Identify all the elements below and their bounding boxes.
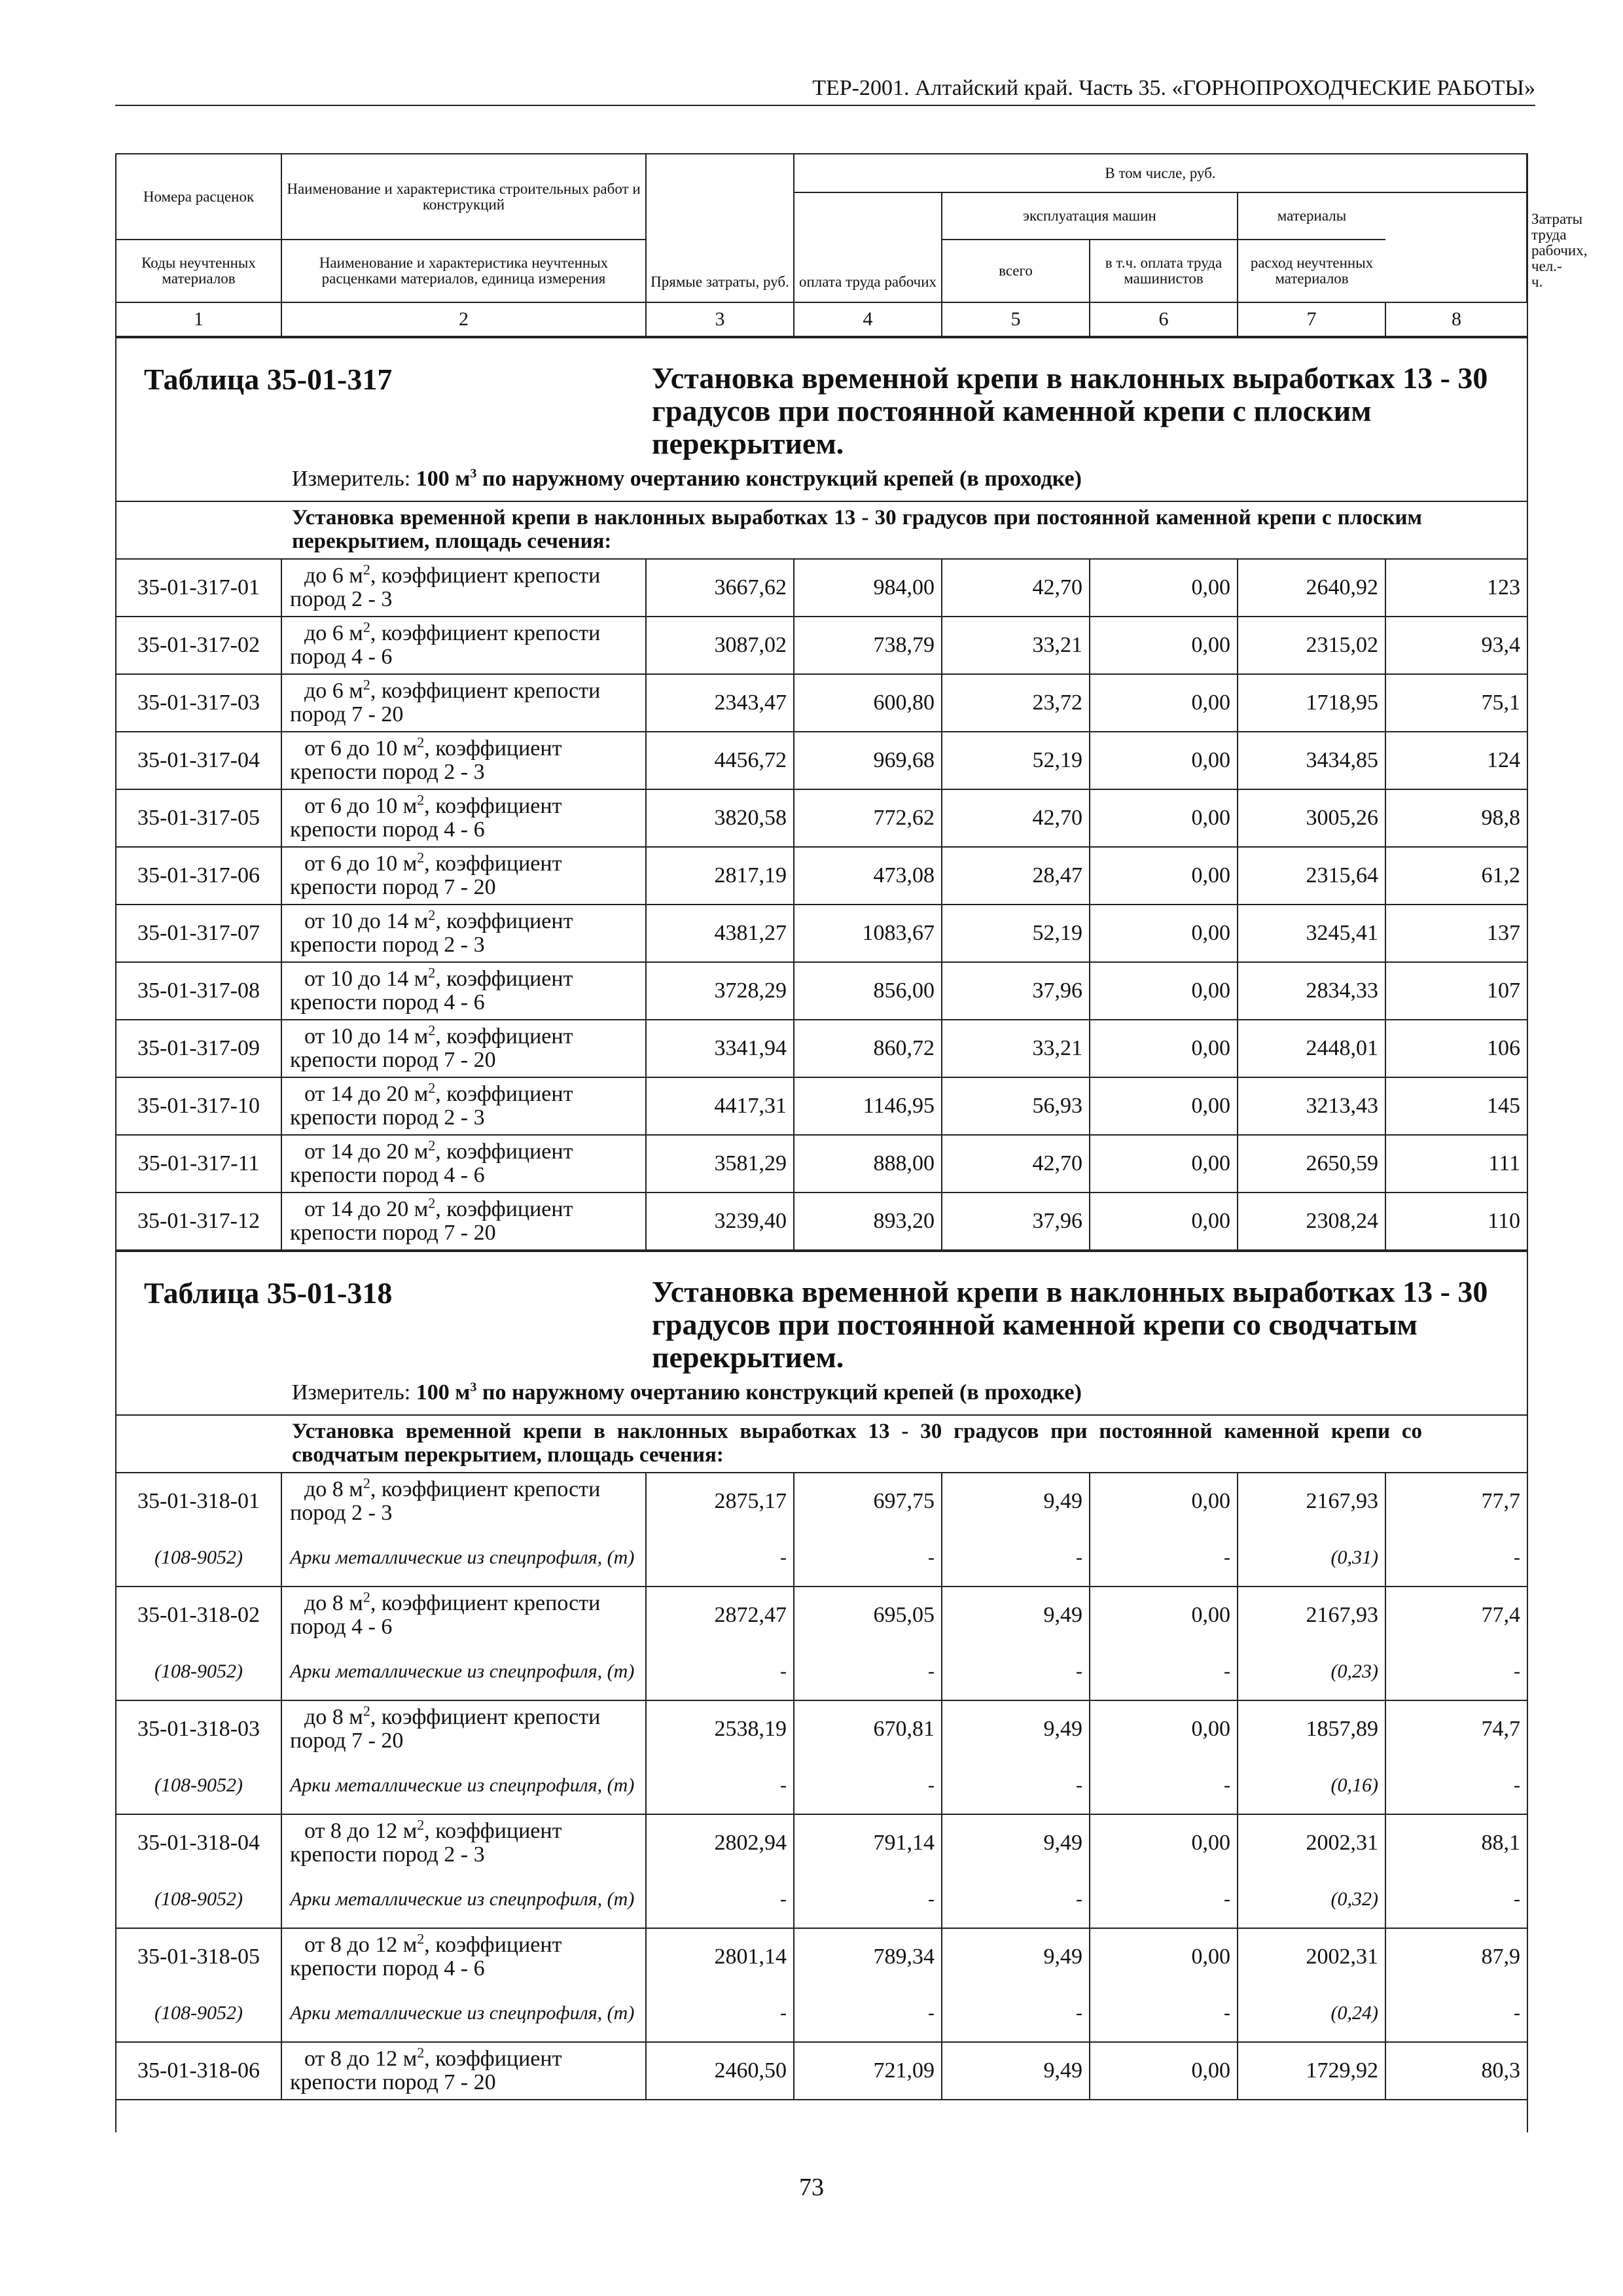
value-cell: 74,7 [1385, 1700, 1527, 1757]
material-name: Арки металлические из спецпрофиля, (т) [281, 1643, 646, 1700]
value-cell: - [646, 1985, 794, 2042]
value-cell: 3341,94 [646, 1020, 794, 1077]
col-num: 2 [281, 302, 646, 336]
rate-code: 35-01-317-05 [116, 789, 281, 847]
value-cell: 52,19 [942, 732, 1090, 789]
value-cell: 9,49 [942, 1700, 1090, 1757]
table-row [116, 1928, 1527, 1985]
value-cell: (0,32) [1238, 1871, 1385, 1928]
value-cell: 2315,64 [1238, 847, 1385, 905]
work-name: до 6 $м^2$, коэффициент крепости пород 4 - 6 [281, 617, 646, 674]
value-cell: 2002,31 [1238, 1928, 1385, 1985]
work-name: от 6 до 10 $м^2$, коэффициент крепости пород 2 - 3 [281, 732, 646, 789]
rate-code: 35-01-317-08 [116, 962, 281, 1020]
value-cell: - [1090, 1871, 1238, 1928]
value-cell: 888,00 [794, 1135, 942, 1193]
work-name: от 14 до 20 $м^2$, коэффициент крепости пород 4 - 6 [281, 1135, 646, 1193]
value-cell: (0,23) [1238, 1643, 1385, 1700]
page-number: 73 [799, 2174, 824, 2201]
value-cell: 0,00 [1090, 789, 1238, 847]
value-cell: 0,00 [1090, 559, 1238, 617]
col-labor-header: оплата труда рабочих [794, 192, 942, 302]
value-cell: 93,4 [1385, 617, 1527, 674]
work-name: от 8 до 12 $м^2$, коэффициент крепости пород 7 - 20 [281, 2042, 646, 2100]
value-cell: 0,00 [1090, 1077, 1238, 1135]
col-materials-unacc-header: расход неучтенных материалов [1238, 240, 1385, 302]
value-cell: 80,3 [1385, 2042, 1527, 2100]
col-machines-all-header: всего [942, 240, 1090, 302]
work-name: от 10 до 14 $м^2$, коэффициент крепости пород 2 - 3 [281, 905, 646, 962]
value-cell: 123 [1385, 559, 1527, 617]
value-cell: (0,16) [1238, 1757, 1385, 1814]
value-cell: 0,00 [1090, 2042, 1238, 2100]
value-cell: 2315,02 [1238, 617, 1385, 674]
value-cell: - [942, 1530, 1090, 1587]
table-318-heading [116, 1251, 1527, 1414]
value-cell: 600,80 [794, 674, 942, 732]
value-cell: - [1385, 1643, 1527, 1700]
value-cell: 772,62 [794, 789, 942, 847]
value-cell: 860,72 [794, 1020, 942, 1077]
value-cell: 3005,26 [1238, 789, 1385, 847]
col-num: 3 [646, 302, 794, 336]
col-code2-header: Коды неучтенных материалов [116, 240, 281, 302]
value-cell: 2167,93 [1238, 1587, 1385, 1643]
table-header: Номера расценок Наименование и характеристика строительных работ и конструкций Прямые затраты, руб. В том числе, руб. Затраты труда рабочих, чел.-ч. оплата труда рабочих эксплуатация машин материалы Коды неучтенных материалов Наименование и характеристика неучтенных расценками материалов, единица измерения всего в т.ч. оплата труда машинистов расход неучтенных материалов 1 2 3 4 5 6 7 8 [116, 154, 1527, 337]
value-cell: 4456,72 [646, 732, 794, 789]
table-row [116, 1193, 1527, 1250]
value-cell: 2002,31 [1238, 1814, 1385, 1871]
data-table-318 [116, 1472, 1527, 2100]
material-code: (108-9052) [116, 1530, 281, 1587]
value-cell: 0,00 [1090, 905, 1238, 962]
value-cell: 695,05 [794, 1587, 942, 1643]
value-cell: - [1385, 1530, 1527, 1587]
value-cell: 3245,41 [1238, 905, 1385, 962]
col-materials-header: материалы [1238, 192, 1385, 240]
value-cell: 145 [1385, 1077, 1527, 1135]
table-row [116, 559, 1527, 617]
value-cell: 37,96 [942, 1193, 1090, 1250]
rate-code: 35-01-317-09 [116, 1020, 281, 1077]
work-name: до 8 $м^2$, коэффициент крепости пород 2 - 3 [281, 1473, 646, 1530]
col-name-header: Наименование и характеристика строительных работ и конструкций [281, 154, 646, 240]
value-cell: 2834,33 [1238, 962, 1385, 1020]
value-cell: 721,09 [794, 2042, 942, 2100]
value-cell: 2875,17 [646, 1473, 794, 1530]
col-machines-header: эксплуатация машин [942, 192, 1238, 240]
material-row [116, 1871, 1527, 1928]
rate-code: 35-01-318-03 [116, 1700, 281, 1757]
table-row [116, 962, 1527, 1020]
value-cell: 2167,93 [1238, 1473, 1385, 1530]
value-cell: 3820,58 [646, 789, 794, 847]
value-cell: - [942, 1643, 1090, 1700]
work-name: до 8 $м^2$, коэффициент крепости пород 7 - 20 [281, 1700, 646, 1757]
rate-code: 35-01-318-01 [116, 1473, 281, 1530]
col-num: 1 [116, 302, 281, 336]
rate-code: 35-01-318-04 [116, 1814, 281, 1871]
value-cell: - [794, 1643, 942, 1700]
value-cell: 2448,01 [1238, 1020, 1385, 1077]
col-num: 5 [942, 302, 1090, 336]
rate-code: 35-01-317-01 [116, 559, 281, 617]
value-cell: - [794, 1530, 942, 1587]
col-num: 6 [1090, 302, 1238, 336]
value-cell: 111 [1385, 1135, 1527, 1193]
value-cell: - [646, 1871, 794, 1928]
table-title: Таблица 35-01-318 [144, 1276, 393, 1310]
work-name: от 14 до 20 $м^2$, коэффициент крепости пород 2 - 3 [281, 1077, 646, 1135]
material-row [116, 1985, 1527, 2042]
col-num: 7 [1238, 302, 1385, 336]
value-cell: 9,49 [942, 1473, 1090, 1530]
value-cell: 124 [1385, 732, 1527, 789]
value-cell: - [646, 1643, 794, 1700]
value-cell: 738,79 [794, 617, 942, 674]
table-row [116, 1587, 1527, 1643]
table-row [116, 1135, 1527, 1193]
work-name: от 8 до 12 $м^2$, коэффициент крепости пород 4 - 6 [281, 1928, 646, 1985]
table-row [116, 617, 1527, 674]
value-cell: 2801,14 [646, 1928, 794, 1985]
table-row [116, 847, 1527, 905]
material-row [116, 1757, 1527, 1814]
table-row [116, 1700, 1527, 1757]
value-cell: 0,00 [1090, 1020, 1238, 1077]
value-cell: - [942, 1985, 1090, 2042]
table-row [116, 674, 1527, 732]
value-cell: - [794, 1871, 942, 1928]
value-cell: 791,14 [794, 1814, 942, 1871]
measure-unit: Измеритель: 100 $м^3$ по наружному очертанию конструкций крепей (в проходке) [292, 1380, 1082, 1405]
value-cell: 969,68 [794, 732, 942, 789]
value-cell: - [1385, 1871, 1527, 1928]
value-cell: 2650,59 [1238, 1135, 1385, 1193]
work-name: от 6 до 10 $м^2$, коэффициент крепости пород 7 - 20 [281, 847, 646, 905]
rate-code: 35-01-317-02 [116, 617, 281, 674]
material-code: (108-9052) [116, 1757, 281, 1814]
value-cell: - [1090, 1757, 1238, 1814]
rate-code: 35-01-317-12 [116, 1193, 281, 1250]
value-cell: 0,00 [1090, 617, 1238, 674]
material-row [116, 1530, 1527, 1587]
work-name: от 8 до 12 $м^2$, коэффициент крепости пород 2 - 3 [281, 1814, 646, 1871]
value-cell: 137 [1385, 905, 1527, 962]
col-name2-header: Наименование и характеристика неучтенных расценками материалов, единица измерения [281, 240, 646, 302]
value-cell: 75,1 [1385, 674, 1527, 732]
value-cell: 4381,27 [646, 905, 794, 962]
value-cell: - [942, 1871, 1090, 1928]
table-317-heading [116, 337, 1527, 501]
value-cell: 3239,40 [646, 1193, 794, 1250]
value-cell: 1857,89 [1238, 1700, 1385, 1757]
rates-table [115, 153, 1588, 2132]
value-cell: 52,19 [942, 905, 1090, 962]
value-cell: 0,00 [1090, 732, 1238, 789]
data-table-317 [116, 558, 1527, 1251]
rate-code: 35-01-318-05 [116, 1928, 281, 1985]
value-cell: - [1090, 1643, 1238, 1700]
value-cell: (0,31) [1238, 1530, 1385, 1587]
value-cell: 33,21 [942, 1020, 1090, 1077]
value-cell: 77,4 [1385, 1587, 1527, 1643]
value-cell: 670,81 [794, 1700, 942, 1757]
work-name: до 6 $м^2$, коэффициент крепости пород 2 - 3 [281, 559, 646, 617]
material-name: Арки металлические из спецпрофиля, (т) [281, 1530, 646, 1587]
table-row [116, 1077, 1527, 1135]
value-cell: 9,49 [942, 2042, 1090, 2100]
rate-code: 35-01-317-11 [116, 1135, 281, 1193]
value-cell: 3728,29 [646, 962, 794, 1020]
work-name: от 10 до 14 $м^2$, коэффициент крепости пород 4 - 6 [281, 962, 646, 1020]
value-cell: 2308,24 [1238, 1193, 1385, 1250]
value-cell: 1718,95 [1238, 674, 1385, 732]
col-num: 4 [794, 302, 942, 336]
value-cell: 984,00 [794, 559, 942, 617]
value-cell: 3087,02 [646, 617, 794, 674]
value-cell: 0,00 [1090, 847, 1238, 905]
value-cell: - [1090, 1985, 1238, 2042]
value-cell: 1146,95 [794, 1077, 942, 1135]
value-cell: 697,75 [794, 1473, 942, 1530]
value-cell: 88,1 [1385, 1814, 1527, 1871]
rate-code: 35-01-318-06 [116, 2042, 281, 2100]
col-num: 8 [1385, 302, 1527, 336]
table-row [116, 2042, 1527, 2100]
material-code: (108-9052) [116, 1985, 281, 2042]
col-code-header: Номера расценок [116, 154, 281, 240]
value-cell: 2343,47 [646, 674, 794, 732]
value-cell: 106 [1385, 1020, 1527, 1077]
group-heading: Установка временной крепи в наклонных выработках 13 - 30 градусов при постоянной каменной крепи со сводчатым перекрытием, площадь сечения: [116, 1414, 1527, 1472]
table-row [116, 1473, 1527, 1530]
rate-code: 35-01-317-07 [116, 905, 281, 962]
table-row [116, 1814, 1527, 1871]
value-cell: 1083,67 [794, 905, 942, 962]
value-cell: 28,47 [942, 847, 1090, 905]
value-cell: 37,96 [942, 962, 1090, 1020]
value-cell: 42,70 [942, 1135, 1090, 1193]
value-cell: 9,49 [942, 1928, 1090, 1985]
rate-code: 35-01-317-06 [116, 847, 281, 905]
value-cell: 1729,92 [1238, 2042, 1385, 2100]
value-cell: 3434,85 [1238, 732, 1385, 789]
work-name: до 6 $м^2$, коэффициент крепости пород 7 - 20 [281, 674, 646, 732]
material-code: (108-9052) [116, 1871, 281, 1928]
value-cell: 0,00 [1090, 1814, 1238, 1871]
value-cell: 0,00 [1090, 1135, 1238, 1193]
material-row [116, 1643, 1527, 1700]
value-cell: 9,49 [942, 1814, 1090, 1871]
value-cell: 0,00 [1090, 962, 1238, 1020]
group-heading: Установка временной крепи в наклонных выработках 13 - 30 градусов при постоянной каменной крепи с плоским перекрытием, площадь сечения: [116, 501, 1527, 558]
rate-code: 35-01-318-02 [116, 1587, 281, 1643]
value-cell: 77,7 [1385, 1473, 1527, 1530]
col-direct-header: Прямые затраты, руб. [646, 154, 794, 302]
value-cell: 61,2 [1385, 847, 1527, 905]
value-cell: 0,00 [1090, 1928, 1238, 1985]
value-cell: 4417,31 [646, 1077, 794, 1135]
material-name: Арки металлические из спецпрофиля, (т) [281, 1757, 646, 1814]
material-name: Арки металлические из спецпрофиля, (т) [281, 1871, 646, 1928]
value-cell: 2817,19 [646, 847, 794, 905]
value-cell: 473,08 [794, 847, 942, 905]
value-cell: 2802,94 [646, 1814, 794, 1871]
value-cell: 42,70 [942, 789, 1090, 847]
value-cell: 42,70 [942, 559, 1090, 617]
running-header: ТЕР-2001. Алтайский край. Часть 35. «ГОРНОПРОХОДЧЕСКИЕ РАБОТЫ» [115, 72, 1535, 106]
value-cell: - [1385, 1985, 1527, 2042]
value-cell: 110 [1385, 1193, 1527, 1250]
table-description: Установка временной крепи в наклонных выработках 13 - 30 градусов при постоянной каменной крепи со сводчатым перекрытием. [652, 1275, 1488, 1374]
value-cell: 2872,47 [646, 1587, 794, 1643]
value-cell: 0,00 [1090, 1700, 1238, 1757]
table-row [116, 1020, 1527, 1077]
work-name: от 14 до 20 $м^2$, коэффициент крепости пород 7 - 20 [281, 1193, 646, 1250]
work-name: от 10 до 14 $м^2$, коэффициент крепости пород 7 - 20 [281, 1020, 646, 1077]
value-cell: 9,49 [942, 1587, 1090, 1643]
rate-code: 35-01-317-03 [116, 674, 281, 732]
value-cell: 0,00 [1090, 1587, 1238, 1643]
value-cell: 893,20 [794, 1193, 942, 1250]
value-cell: 0,00 [1090, 1473, 1238, 1530]
value-cell: 3581,29 [646, 1135, 794, 1193]
value-cell: 2460,50 [646, 2042, 794, 2100]
value-cell: 3213,43 [1238, 1077, 1385, 1135]
work-name: до 8 $м^2$, коэффициент крепости пород 4 - 6 [281, 1587, 646, 1643]
value-cell: - [794, 1757, 942, 1814]
col-machines-labor-header: в т.ч. оплата труда машинистов [1090, 240, 1238, 302]
measure-unit: Измеритель: 100 $м^3$ по наружному очертанию конструкций крепей (в проходке) [292, 466, 1082, 491]
value-cell: - [1090, 1530, 1238, 1587]
material-code: (108-9052) [116, 1643, 281, 1700]
rate-code: 35-01-317-10 [116, 1077, 281, 1135]
value-cell: (0,24) [1238, 1985, 1385, 2042]
table-row [116, 905, 1527, 962]
material-name: Арки металлические из спецпрофиля, (т) [281, 1985, 646, 2042]
value-cell: - [646, 1530, 794, 1587]
value-cell: 2538,19 [646, 1700, 794, 1757]
col-incl-header: В том числе, руб. [794, 154, 1527, 192]
value-cell: 0,00 [1090, 674, 1238, 732]
table-title: Таблица 35-01-317 [144, 363, 393, 396]
value-cell: 0,00 [1090, 1193, 1238, 1250]
table-description: Установка временной крепи в наклонных выработках 13 - 30 градусов при постоянной каменной крепи с плоским перекрытием. [652, 361, 1488, 460]
value-cell: - [646, 1757, 794, 1814]
value-cell: 856,00 [794, 962, 942, 1020]
value-cell: 23,72 [942, 674, 1090, 732]
value-cell: - [794, 1985, 942, 2042]
value-cell: 789,34 [794, 1928, 942, 1985]
value-cell: 87,9 [1385, 1928, 1527, 1985]
value-cell: 2640,92 [1238, 559, 1385, 617]
value-cell: 3667,62 [646, 559, 794, 617]
value-cell: - [1385, 1757, 1527, 1814]
table-row [116, 789, 1527, 847]
value-cell: 98,8 [1385, 789, 1527, 847]
work-name: от 6 до 10 $м^2$, коэффициент крепости пород 4 - 6 [281, 789, 646, 847]
value-cell: - [942, 1757, 1090, 1814]
value-cell: 33,21 [942, 617, 1090, 674]
table-row [116, 732, 1527, 789]
rate-code: 35-01-317-04 [116, 732, 281, 789]
value-cell: 56,93 [942, 1077, 1090, 1135]
value-cell: 107 [1385, 962, 1527, 1020]
